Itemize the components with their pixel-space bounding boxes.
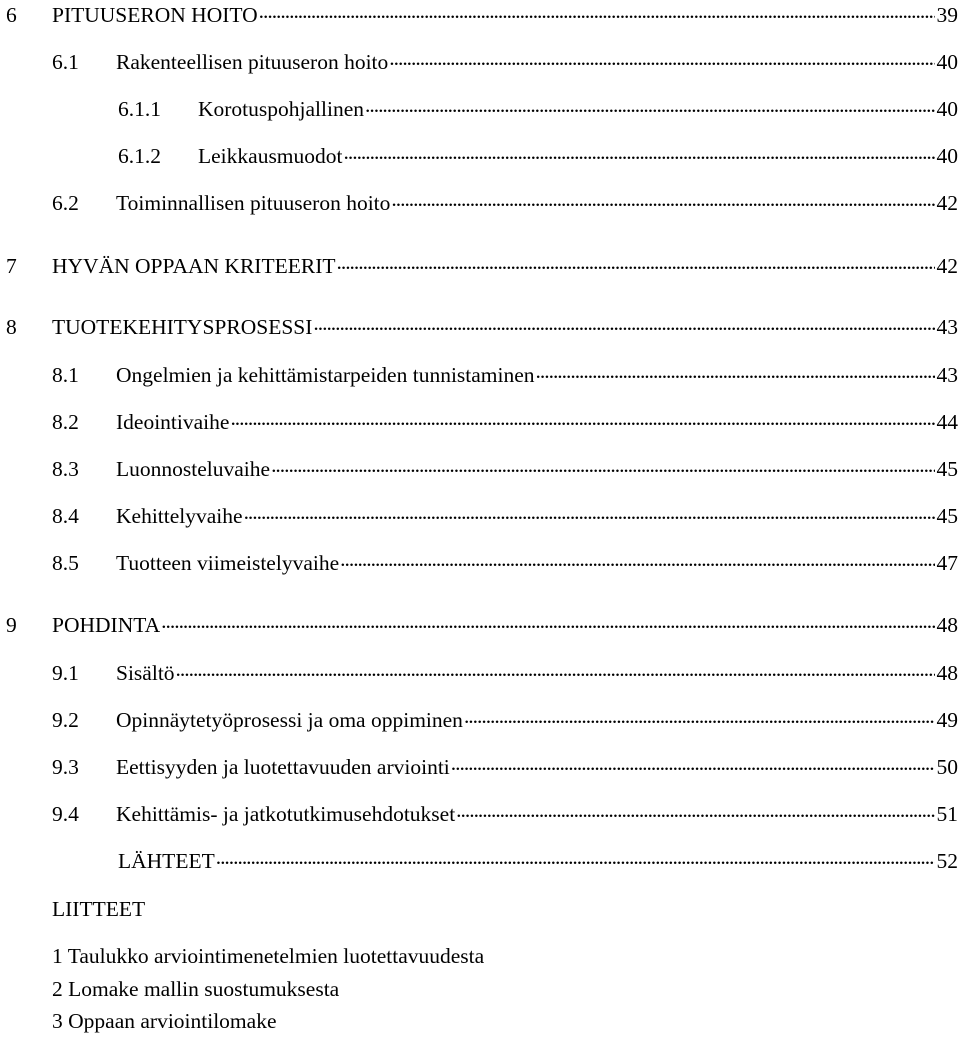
toc-number: 8.4 [52,504,79,528]
toc-entry[interactable] [6,0,958,30]
toc-entry[interactable] [52,407,958,437]
toc-entry[interactable] [118,141,958,171]
dot-leader [391,189,934,211]
toc-page-number: 50 [936,755,958,779]
toc-title: PITUUSERON HOITO [52,3,258,27]
toc-page-number: 48 [936,613,958,637]
toc-title: HYVÄN OPPAAN KRITEERIT [52,254,336,278]
dot-leader [536,361,935,383]
toc-title: Korotuspohjallinen [198,97,365,121]
dot-leader [176,659,935,681]
toc-entry[interactable] [52,752,958,782]
toc-page-number: 48 [936,661,958,685]
toc-title: Leikkausmuodot [198,144,343,168]
toc-title: Kehittämis- ja jatkotutkimusehdotukset [116,802,456,826]
toc-page-number: 43 [936,315,958,339]
toc-title: Luonnosteluvaihe [116,457,271,481]
toc-number: 8.5 [52,551,79,575]
toc-title: Ongelmien ja kehittämistarpeiden tunnistaminen [116,363,535,387]
toc-number: 6.1.2 [118,144,161,168]
dot-leader [259,1,935,23]
toc-number: 8.3 [52,457,79,481]
toc-entry[interactable] [6,312,958,342]
dot-leader [161,611,934,633]
toc-entry[interactable] [52,705,958,735]
dot-leader [464,706,935,728]
toc-entry[interactable] [52,658,958,688]
toc-title: Rakenteellisen pituuseron hoito [116,50,389,74]
toc-entry[interactable] [52,501,958,531]
dot-leader [365,95,934,117]
toc-title: TUOTEKEHITYSPROSESSI [52,315,313,339]
toc-number: 6.2 [52,191,79,215]
toc-number: 7 [6,254,17,278]
toc-page-number: 40 [936,97,958,121]
toc-title: Ideointivaihe [116,410,230,434]
dot-leader [337,252,935,274]
toc-number: 8.2 [52,410,79,434]
toc-entry[interactable] [52,548,958,578]
toc-entry[interactable] [52,454,958,484]
dot-leader [271,455,934,477]
toc-title: Tuotteen viimeistelyvaihe [116,551,340,575]
dot-leader [340,549,934,571]
appendix-item: 3 Oppaan arviointilomake [52,1009,277,1033]
appendix-item: 1 Taulukko arviointimenetelmien luotettavuudesta [52,944,485,968]
appendices-heading: LIITTEET [52,897,146,921]
toc-entry[interactable] [6,251,958,281]
toc-number: 9.1 [52,661,79,685]
dot-leader [344,142,935,164]
toc-entry[interactable] [52,47,958,77]
toc-entry[interactable] [118,94,958,124]
toc-number: 8 [6,315,17,339]
toc-title: LÄHTEET [118,849,215,873]
toc-title: Eettisyyden ja luotettavuuden arviointi [116,755,450,779]
toc-page-number: 43 [936,363,958,387]
toc-page-number: 47 [936,551,958,575]
toc-entry-references[interactable] [118,846,958,876]
toc-entry[interactable] [52,188,958,218]
dot-leader [389,48,934,70]
toc-number: 9.2 [52,708,79,732]
toc-page-number: 40 [936,144,958,168]
toc-page-number: 51 [936,802,958,826]
toc-title: Toiminnallisen pituuseron hoito [116,191,391,215]
dot-leader [313,313,934,335]
toc-number: 6 [6,3,17,27]
toc-page-number: 42 [936,254,958,278]
toc-page-number: 40 [936,50,958,74]
dot-leader [456,800,934,822]
toc-title: Opinnäytetyöprosessi ja oma oppiminen [116,708,463,732]
dot-leader [216,847,935,869]
toc-number: 6.1 [52,50,79,74]
toc-number: 9 [6,613,17,637]
toc-number: 8.1 [52,363,79,387]
toc-number: 6.1.1 [118,97,161,121]
dot-leader [230,408,934,430]
toc-page-number: 42 [936,191,958,215]
toc-title: POHDINTA [52,613,161,637]
toc-entry[interactable] [52,360,958,390]
toc-number: 9.4 [52,802,79,826]
toc-number: 9.3 [52,755,79,779]
toc-entry[interactable] [6,610,958,640]
dot-leader [244,502,935,524]
appendix-item: 2 Lomake mallin suostumuksesta [52,977,340,1001]
toc-page-number: 45 [936,504,958,528]
toc-title: Sisältö [116,661,175,685]
toc-entry[interactable] [52,799,958,829]
dot-leader [451,753,935,775]
toc-page-number: 52 [936,849,958,873]
toc-page-number: 49 [936,708,958,732]
toc-title: Kehittelyvaihe [116,504,243,528]
toc-page-number: 39 [936,3,958,27]
toc-page-number: 45 [936,457,958,481]
toc-page-number: 44 [936,410,958,434]
